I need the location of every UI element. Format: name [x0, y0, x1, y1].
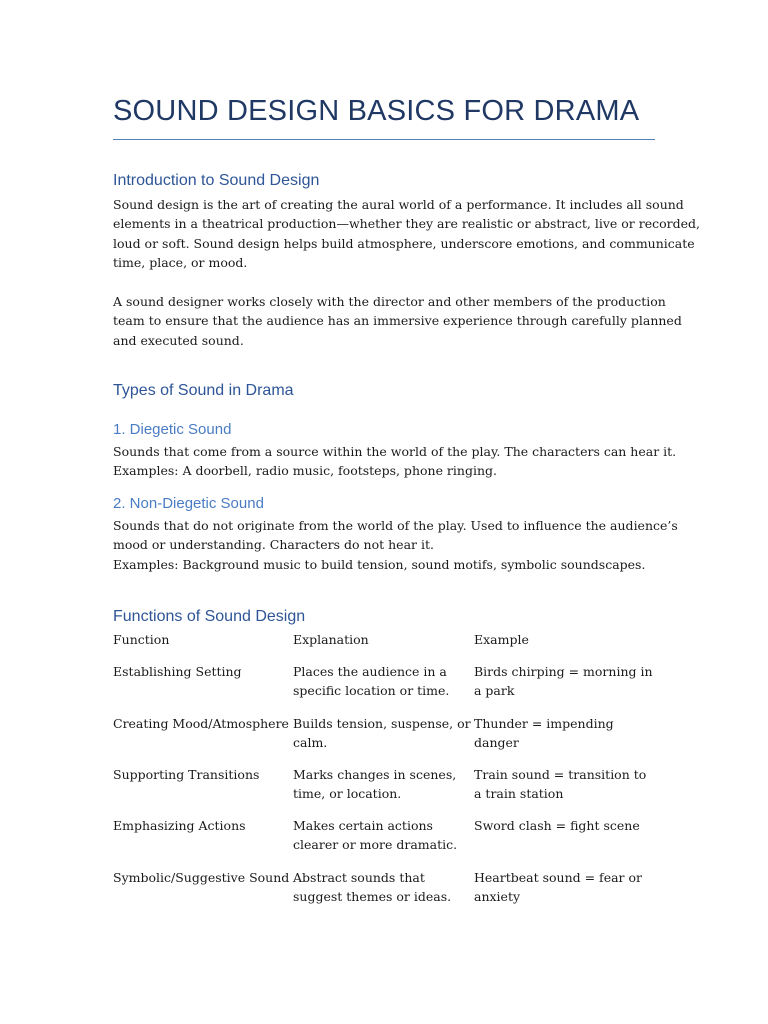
intro-paragraph-1: [113, 195, 700, 273]
cell-line: anxiety: [474, 889, 521, 905]
example-cell: [474, 765, 654, 804]
cell-line: Abstract sounds that: [293, 870, 425, 885]
intro-paragraph-2: [113, 292, 682, 350]
explanation-cell: [293, 816, 465, 855]
non-diegetic-heading: 2. Non-Diegetic Sound: [113, 495, 264, 512]
text-line: mood or understanding. Characters do not hear it.: [113, 537, 434, 553]
function-cell: [113, 662, 291, 681]
text-line: A sound designer works closely with the director and other members of the production: [113, 294, 666, 309]
cell-line: Emphasizing Actions: [113, 818, 246, 833]
cell-line: Supporting Transitions: [113, 767, 260, 782]
text-line: team to ensure that the audience has an immersive experience through carefully planned: [113, 313, 682, 329]
cell-line: Train sound = transition to: [474, 767, 647, 782]
types-heading: Types of Sound in Drama: [113, 382, 294, 399]
cell-line: suggest themes or ideas.: [293, 889, 452, 905]
column-header-example: Example: [474, 632, 529, 647]
cell-line: danger: [474, 735, 519, 751]
text-line: Examples: Background music to build tension, sound motifs, symbolic soundscapes.: [113, 556, 646, 572]
diegetic-heading: 1. Diegetic Sound: [113, 421, 232, 438]
example-cell: [474, 868, 654, 907]
cell-line: Sword clash = fight scene: [474, 818, 640, 833]
text-line: loud or soft. Sound design helps build atmosphere, underscore emotions, and communicate: [113, 235, 695, 251]
text-line: Sound design is the art of creating the aural world of a performance. It includes all sound: [113, 197, 684, 212]
title-underline: [113, 139, 655, 140]
column-header-function: Function: [113, 632, 170, 647]
cell-line: Marks changes in scenes,: [293, 767, 457, 782]
text-line: elements in a theatrical production—whether they are realistic or abstract, live or recorded,: [113, 216, 700, 232]
text-line: Examples: A doorbell, radio music, footsteps, phone ringing.: [113, 463, 497, 479]
example-cell: [474, 714, 654, 753]
function-cell: [113, 765, 291, 784]
cell-line: Makes certain actions: [293, 818, 433, 833]
cell-line: a train station: [474, 786, 564, 802]
cell-line: Places the audience in a: [293, 664, 447, 679]
explanation-cell: [293, 868, 465, 907]
column-header-explanation: Explanation: [293, 632, 369, 647]
text-line: Sounds that do not originate from the world of the play. Used to influence the audience’s: [113, 518, 678, 533]
cell-line: Symbolic/Suggestive Sound: [113, 870, 290, 885]
cell-line: clearer or more dramatic.: [293, 837, 458, 853]
cell-line: Creating Mood/Atmosphere: [113, 716, 289, 731]
cell-line: calm.: [293, 735, 328, 751]
cell-line: time, or location.: [293, 786, 402, 802]
example-cell: [474, 816, 654, 835]
example-cell: [474, 662, 654, 701]
cell-line: Establishing Setting: [113, 664, 242, 679]
text-line: Sounds that come from a source within the world of the play. The characters can hear it.: [113, 444, 677, 459]
cell-line: Builds tension, suspense, or: [293, 716, 471, 731]
function-cell: [113, 816, 291, 835]
cell-line: Birds chirping = morning in: [474, 664, 653, 679]
cell-line: specific location or time.: [293, 683, 450, 699]
function-cell: [113, 868, 291, 887]
explanation-cell: [293, 765, 465, 804]
diegetic-paragraph: [113, 442, 677, 481]
text-line: time, place, or mood.: [113, 255, 248, 271]
function-cell: [113, 714, 291, 733]
cell-line: Heartbeat sound = fear or: [474, 870, 642, 885]
non-diegetic-paragraph: [113, 516, 678, 574]
cell-line: a park: [474, 683, 515, 699]
document-title: SOUND DESIGN BASICS FOR DRAMA: [113, 95, 640, 127]
functions-heading: Functions of Sound Design: [113, 608, 306, 625]
cell-line: Thunder = impending: [474, 716, 614, 731]
intro-heading: Introduction to Sound Design: [113, 172, 320, 189]
text-line: and executed sound.: [113, 332, 244, 348]
explanation-cell: [293, 662, 465, 701]
explanation-cell: [293, 714, 471, 753]
